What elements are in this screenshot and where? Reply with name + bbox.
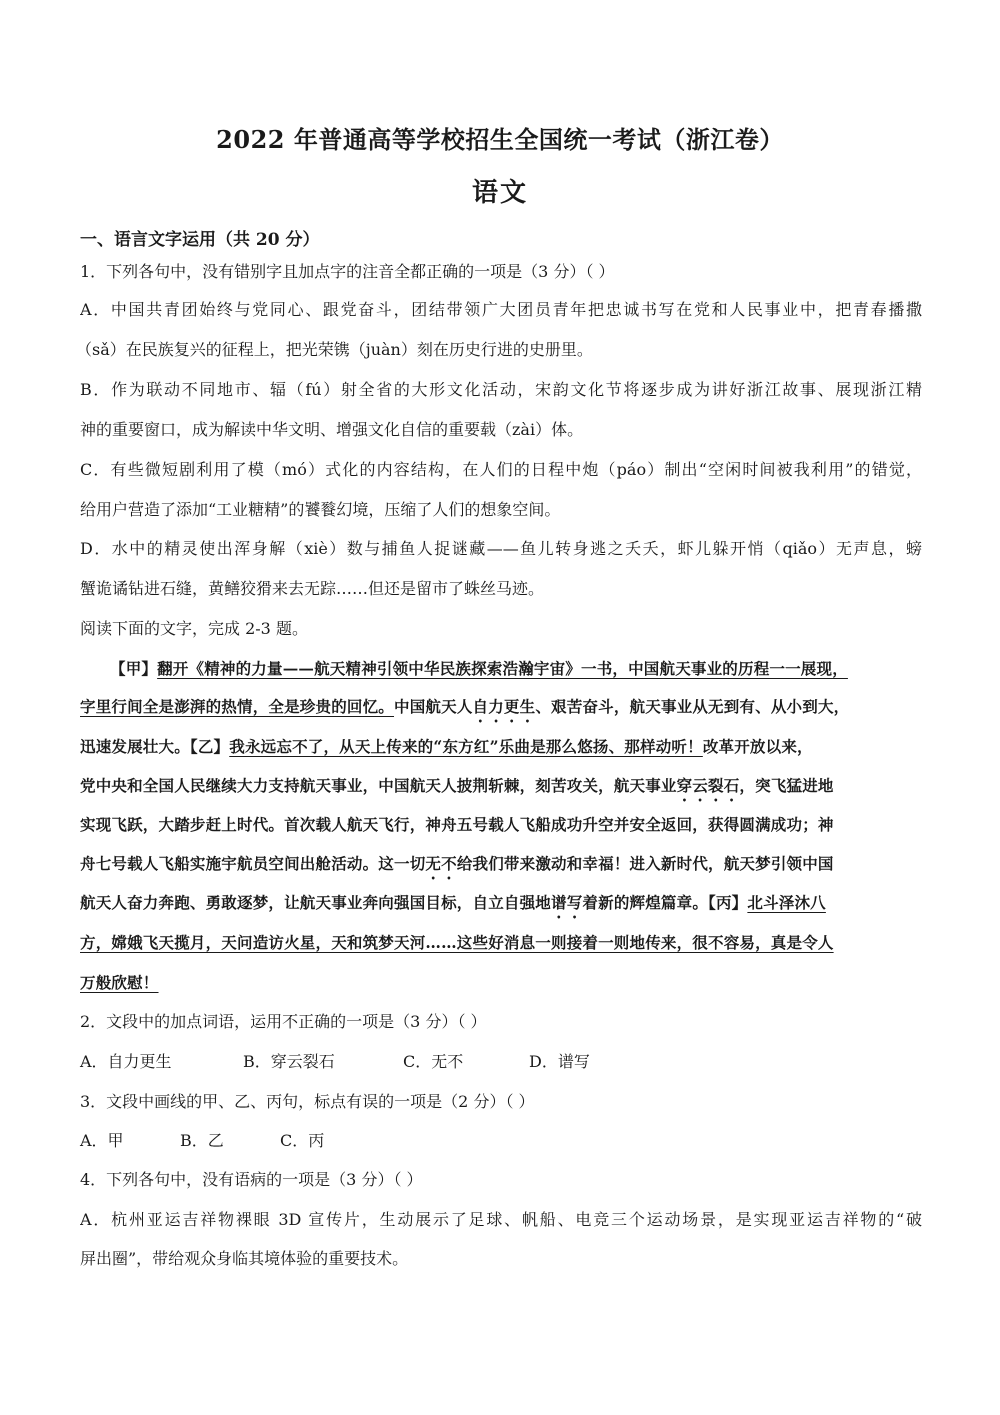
passage-line-4 — [80, 774, 922, 805]
passage-text: 航天人奋力奔跑、勇敢逐梦，让航天事业奔向强国目标，自立自强地 — [80, 893, 552, 912]
q3-option-b: B．乙 — [180, 1131, 224, 1150]
sentence-bing-part3: 万般欣慰！ — [80, 973, 159, 992]
q2-option-d: D．谱写 — [529, 1052, 590, 1071]
q4-option-a-line1: A．杭州亚运吉祥物裸眼 3D 宣传片，生动展示了足球、帆船、电竞三个运动场景，是实现亚运吉祥物的“破 — [80, 1210, 922, 1229]
passage-text: ，突飞猛进地 — [739, 776, 834, 795]
sentence-yi: 我永远忘不了，从天上传来的“东方红”乐曲是那么悠扬、那样动听！ — [229, 737, 703, 756]
passage-line-1 — [110, 657, 922, 681]
passage-line-2 — [80, 695, 922, 726]
passage-text: 改革开放以来， — [702, 737, 813, 756]
q3-stem: 3．文段中画线的甲、乙、丙句，标点有误的一项是（2 分）（ ） — [80, 1092, 535, 1111]
sentence-yi-marker: 迅速发展壮大。【乙】 — [80, 737, 230, 756]
passage-text: 中国航天人 — [394, 697, 473, 716]
passage-line-3 — [80, 735, 922, 759]
passage-text: 、艰苦奋斗，航天事业从无到有、从小到大， — [535, 697, 850, 716]
passage-line-6 — [80, 852, 922, 883]
q1-option-a-line2: （sǎ）在民族复兴的征程上，把光荣镌（juàn）刻在历史行进的史册里。 — [76, 340, 593, 359]
sentence-jia-marker: 【甲】 — [110, 659, 158, 678]
q2-option-c: C．无不 — [403, 1052, 464, 1071]
q3-option-c: C．丙 — [280, 1131, 325, 1150]
q1-option-b-line1: B．作为联动不同地市、辐（fú）射全省的大形文化活动，宋韵文化节将逐步成为讲好浙江故事、展现浙江精 — [80, 380, 922, 399]
q1-option-b-line2: 神的重要窗口，成为解读中华文明、增强文化自信的重要载（zài）体。 — [80, 420, 584, 439]
dotted-word-puxie: 谱写 — [551, 893, 583, 912]
dotted-word-wubu: 无不 — [425, 854, 457, 873]
q2-option-b: B．穿云裂石 — [243, 1052, 335, 1071]
sentence-jia-part2: 字里行间全是澎湃的热情，全是珍贵的回忆。 — [80, 697, 395, 716]
q1-option-d-line2: 蟹诡谲钻进石缝，黄鳝狡猾来去无踪……但还是留市了蛛丝马迹。 — [80, 579, 545, 598]
q2-stem: 2．文段中的加点词语，运用不正确的一项是（3 分）（ ） — [80, 1012, 487, 1031]
passage-line-7 — [80, 891, 922, 922]
sentence-bing-marker: 着新的辉煌篇章。【丙】 — [582, 893, 748, 912]
passage-text: 舟七号载人飞船实施宇航员空间出舱活动。这一切 — [80, 854, 426, 873]
q3-option-a: A．甲 — [80, 1131, 124, 1150]
sentence-bing-part1: 北斗泽沐八 — [747, 893, 826, 912]
q1-stem: 1．下列各句中，没有错别字且加点字的注音全都正确的一项是（3 分）（ ） — [80, 262, 615, 281]
subject-title: 语文 — [471, 178, 528, 208]
q1-option-c-line1: C．有些微短剧利用了模（mó）式化的内容结构，在人们的日程中炮（páo）制出“空闲时间被我利用”的错觉， — [80, 460, 922, 479]
passage-text: 党中央和全国人民继续大力支持航天事业，中国航天人披荆斩棘，刻苦攻关，航天事业 — [80, 776, 677, 795]
sentence-jia-part1: 翻开《精神的力量——航天精神引领中华民族探索浩瀚宇宙》一书，中国航天事业的历程一一展现， — [157, 659, 848, 678]
exam-title: 2022 年普通高等学校招生全国统一考试（浙江卷） — [216, 125, 784, 154]
q1-option-c-line2: 给用户营造了添加“工业糖精”的饕餮幻境，压缩了人们的想象空间。 — [80, 500, 561, 519]
q1-option-a-line1: A．中国共青团始终与党同心、跟党奋斗，团结带领广大团员青年把忠诚书写在党和人民事业中，把青春播撒 — [80, 300, 922, 319]
dotted-word-chuanyunlieshi: 穿云裂石 — [676, 776, 740, 795]
q4-stem: 4．下列各句中，没有语病的一项是（3 分）（ ） — [80, 1170, 423, 1189]
sentence-bing-part2: 方，嫦娥飞天揽月，天问造访火星，天和筑梦天河……这些好消息一则接着一则地传来，很不容易，真是令人 — [80, 933, 834, 952]
q2-option-a: A．自力更生 — [80, 1052, 172, 1071]
q4-option-a-line2: 屏出圈”，带给观众身临其境体验的重要技术。 — [80, 1249, 409, 1268]
reading-intro: 阅读下面的文字，完成 2-3 题。 — [80, 619, 308, 638]
dotted-word-ziligengsheng: 自力更生 — [472, 697, 536, 716]
section-heading: 一、语言文字运用（共 20 分） — [80, 230, 320, 250]
q1-option-d-line1: D．水中的精灵使出浑身解（xiè）数与捕鱼人捉谜藏——鱼儿转身逃之夭夭，虾儿躲开悄（qiǎo）无声息，螃 — [80, 539, 922, 558]
passage-line-5: 实现飞跃，大踏步赶上时代。首次载人航天飞行，神舟五号载人飞船成功升空并安全返回，获得圆满成功；神 — [80, 815, 834, 834]
passage-text: 给我们带来激动和幸福！进入新时代，航天梦引领中国 — [456, 854, 834, 873]
